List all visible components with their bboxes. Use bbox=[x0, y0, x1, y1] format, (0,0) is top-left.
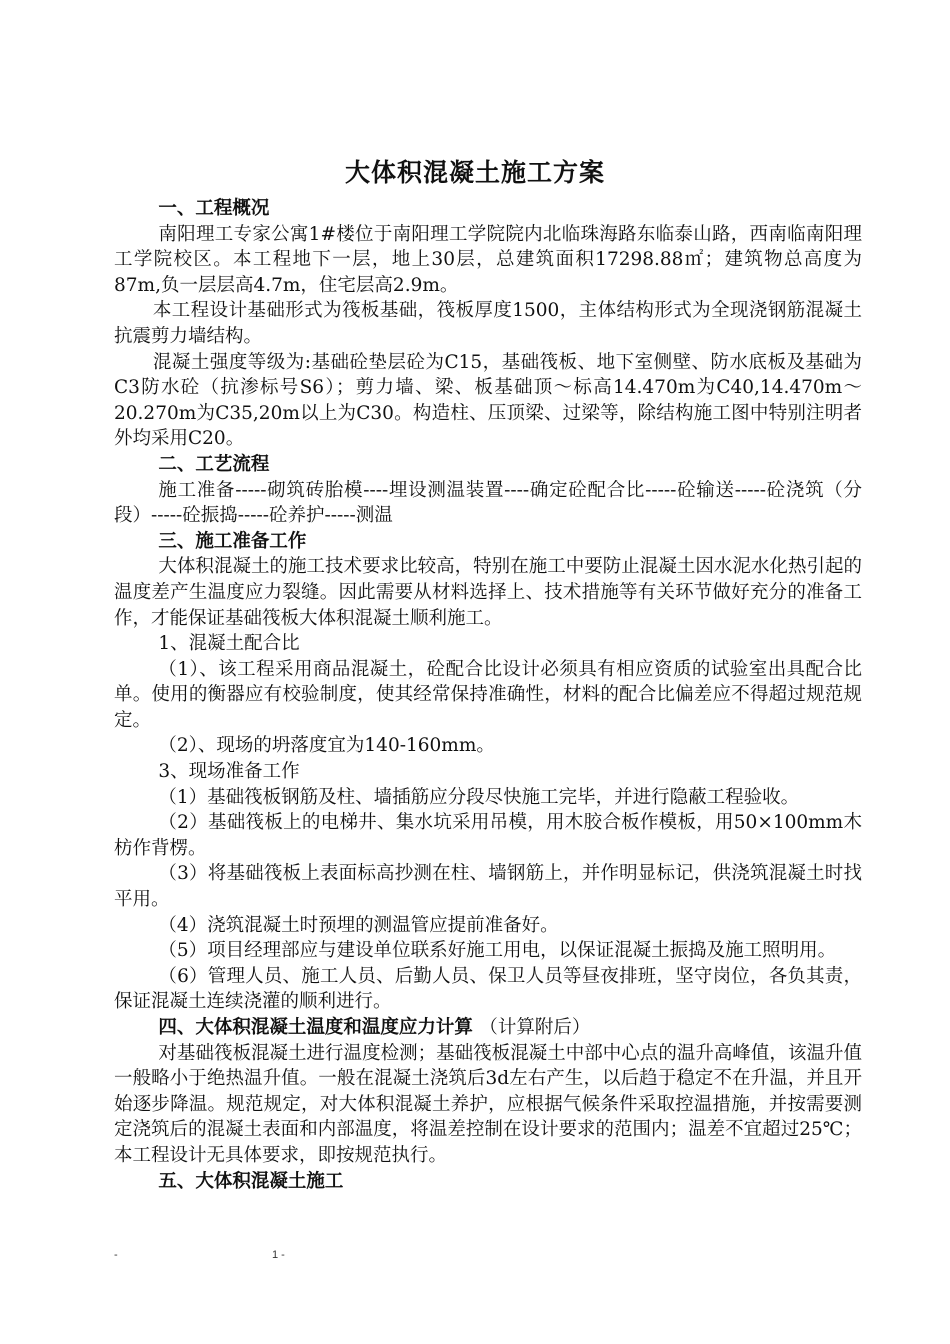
list-item: （6）管理人员、施工人员、后勤人员、保卫人员等昼夜排班，坚守岗位，各负其责，保证混凝土连续浇灌的顺利进行。 bbox=[114, 965, 862, 1013]
page-number: 1 - bbox=[272, 1249, 285, 1261]
document-body bbox=[114, 196, 862, 1194]
section-heading-4-text: 四、大体积混凝土温度和温度应力计算 bbox=[158, 1017, 473, 1038]
paragraph-process-flow: 施工准备-----砌筑砖胎模----埋设测温装置----确定砼配合比-----砼输送-----砼浇筑（分段）-----砼振捣-----砼养护-----测温 bbox=[114, 479, 862, 527]
paragraph-mix-ratio-2: （2）、现场的坍落度宜为140-160mm。 bbox=[158, 735, 495, 757]
list-item: （4）浇筑混凝土时预埋的测温管应提前准备好。 bbox=[158, 914, 559, 936]
section-heading-4-note: （计算附后） bbox=[479, 1017, 591, 1038]
section-heading-3: 三、施工准备工作 bbox=[158, 530, 307, 552]
paragraph-temperature: 对基础筏板混凝土进行温度检测；基础筏板混凝土中部中心点的温升高峰值，该温升值一般略小于绝热温升值。一般在混凝土浇筑后3d左右产生，以后趋于稳定不在升温，并且开始逐步降温。规范规定，对大体积混凝土养护，应根据气候条件采取控温措施，并按需要测定浇筑后的混凝土表面和内部温度，将温差控制在设计要求的范围内；温差不宜超过25℃；本工程设计无具体要求，即按规范执行。 bbox=[114, 1042, 862, 1166]
list-item: （5）项目经理部应与建设单位联系好施工用电，以保证混凝土振捣及施工照明用。 bbox=[158, 940, 837, 962]
paragraph-mix-ratio-1: （1）、该工程采用商品混凝土，砼配合比设计必须具有相应资质的试验室出具配合比单。使用的衡器应有校验制度，使其经常保持准确性，材料的配合比偏差应不得超过规范规定。 bbox=[114, 658, 862, 731]
list-item: （3）将基础筏板上表面标高抄测在柱、墙钢筋上，并作明显标记，供浇筑混凝土时找平用。 bbox=[114, 863, 862, 911]
paragraph-overview-1: 南阳理工专家公寓1#楼位于南阳理工学院院内北临珠海路东临泰山路，西南临南阳理工学院校区。本工程地下一层，地上30层，总建筑面积17298.88㎡；建筑物总高度为87m,负一层层高4.7m，住宅层高2.9m。 bbox=[114, 223, 862, 296]
section-heading-4 bbox=[114, 1015, 862, 1041]
section-heading-5: 五、大体积混凝土施工 bbox=[158, 1170, 344, 1192]
subheading-mix-ratio: 1、混凝土配合比 bbox=[158, 633, 300, 655]
subheading-site-preparation: 3、现场准备工作 bbox=[158, 761, 300, 783]
page-footer bbox=[114, 1249, 285, 1261]
document-title: 大体积混凝土施工方案 bbox=[344, 158, 605, 187]
paragraph-preparation: 大体积混凝土的施工技术要求比较高，特别在施工中要防止混凝土因水泥水化热引起的温度差产生温度应力裂缝。因此需要从材料选择上、技术措施等有关环节做好充分的准备工作，才能保证基础筏板大体积混凝土顺利施工。 bbox=[114, 556, 862, 629]
paragraph-overview-2: 本工程设计基础形式为筏板基础，筏板厚度1500，主体结构形式为全现浇钢筋混凝土抗震剪力墙结构。 bbox=[114, 300, 862, 347]
section-heading-1: 一、工程概况 bbox=[158, 198, 270, 219]
footer-left: - bbox=[114, 1249, 118, 1261]
section-heading-2: 二、工艺流程 bbox=[158, 453, 270, 475]
list-item: （2）基础筏板上的电梯井、集水坑采用吊模，用木胶合板作模板，用50×100mm木枋作背楞。 bbox=[114, 812, 862, 859]
paragraph-overview-3: 混凝土强度等级为:基础砼垫层砼为C15，基础筏板、地下室侧壁、防水底板及基础为C3防水砼（抗渗标号S6）；剪力墙、梁、板基础顶～标高14.470m为C40,14.470m～20.270m为C35,20m以上为C30。构造柱、压顶梁、过梁等，除结构施工图中特别注明者外均采用C20。 bbox=[114, 351, 862, 450]
list-item: （1）基础筏板钢筋及柱、墙插筋应分段尽快施工完毕，并进行隐蔽工程验收。 bbox=[158, 786, 800, 808]
